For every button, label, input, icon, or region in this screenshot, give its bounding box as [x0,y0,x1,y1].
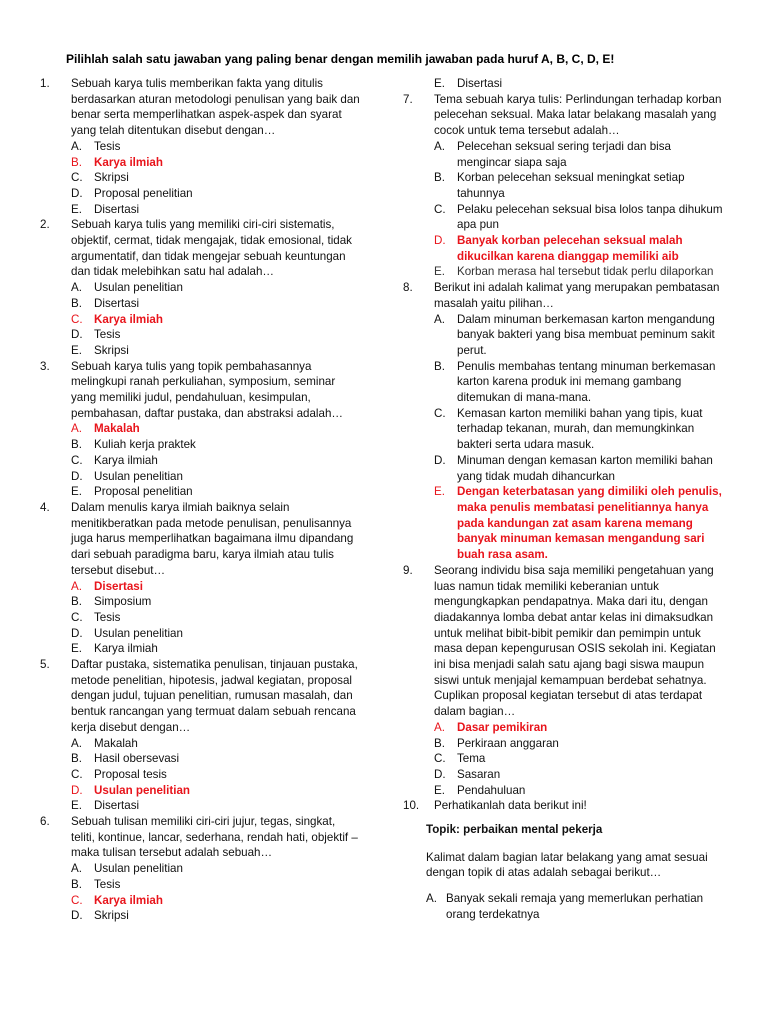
option-list [40,139,362,218]
question-number: 5. [40,658,50,672]
right-column [403,76,723,923]
option-d [40,186,362,202]
option-d [403,767,723,783]
option-text: Makalah [94,736,138,750]
option-a [40,861,362,877]
option-letter: E. [434,783,445,797]
option-d [40,626,362,642]
option-letter: B. [434,736,445,750]
option-text: Proposal tesis [94,767,167,781]
question-4 [40,500,362,657]
question-text: Sebuah karya tulis yang topik pembahasannya melingkupi ranah perkuliahan, symposium, seminar yang memiliki judul, pendahuluan, kesimpulan, pembahasan, daftar pustaka, dan abstraksi adalah… [71,359,343,420]
option-c [40,767,362,783]
question-number: 9. [403,563,413,577]
option-letter: D. [71,626,83,640]
option-letter: B. [71,438,82,452]
option-e [40,202,362,218]
option-letter: C. [71,312,83,326]
option-text: Karya ilmiah [94,312,163,326]
question-7 [403,92,723,280]
question-number: 6. [40,815,50,829]
option-e-correct [403,484,723,563]
option-text: Skripsi [94,343,129,357]
option-text: Korban merasa hal tersebut tidak perlu dilaporkan [457,265,714,279]
option-text: Karya ilmiah [94,893,163,907]
option-letter: A. [426,892,437,906]
option-b [40,437,362,453]
option-list [40,421,362,500]
question-text: Dalam menulis karya ilmiah baiknya selain menitikberatkan pada metode penulisan, penulisannya juga harus memperlihatkan bagaimana ilmu dipandang dari sebuah paradigma baru, karya ilmiah atau tulis tersebut disebut… [71,500,354,577]
option-letter: D. [71,328,83,342]
option-text: Banyak korban pelecehan seksual malah dikucilkan karena dianggap memiliki aib [457,234,683,263]
option-c [403,751,723,767]
option-list [40,579,362,658]
option-letter: C. [434,406,446,420]
question-10 [403,798,723,922]
option-text: Tema [457,752,486,766]
option-text: Karya ilmiah [94,453,158,467]
option-letter: B. [71,752,82,766]
option-letter: C. [434,202,446,216]
question-text: Seorang individu bisa saja memiliki pengetahuan yang luas namun tidak memiliki keberanian untuk mengungkapkan pendapatnya. Maka dari itu, dengan diadakannya lomba debat antar kelas ini dimaksudkan untuk melihat bibit-bibit pemikir dan pemimpin untuk masa depan kepengurusan OSIS sekolah ini. Kegiatan ini bisa menjadi salah satu ajang bagi siswa maupun siswi untuk menjajal kemampuan berdebat sehatnya. Cuplikan proposal kegiatan tersebut di atas terdapat dalam bagian… [434,563,716,719]
option-c [403,406,723,453]
question-text: Daftar pustaka, sistematika penulisan, tinjauan pustaka, metode penelitian, hipotesis, jadwal kegiatan, proposal dengan judul, tujuan penelitian, rumusan masalah, dan bentuk rancangan yang termuat dalam sebuah rencana kerja disebut dengan… [71,658,358,734]
question-number: 7. [403,92,413,106]
option-text: Penulis membahas tentang minuman berkemasan karton karena produk ini memang gambang ditemukan di mana-mana. [457,359,716,405]
option-d [40,327,362,343]
option-text: Dasar pemikiran [457,720,548,734]
option-text: Karya ilmiah [94,642,158,656]
option-text: Usulan penelitian [94,862,183,876]
option-list [40,280,362,359]
question-number: 1. [40,77,50,90]
question-number: 8. [403,281,413,295]
option-letter: B. [71,595,82,609]
option-letter: C. [434,752,446,766]
option-text: Karya ilmiah [94,155,163,169]
option-a [403,891,723,922]
option-text: Banyak sekali remaja yang memerlukan perhatian orang terdekatnya [446,892,704,921]
option-e [40,641,362,657]
option-e [403,783,723,799]
option-text: Kemasan karton memiliki bahan yang tipis, kuat terhadap tekanan, murah, dan memungkinkan bakteri serta udara masuk. [457,406,703,452]
option-e [40,343,362,359]
option-a [403,139,723,170]
option-letter: D. [71,186,83,200]
option-d [403,453,723,484]
option-list [403,139,723,280]
option-text: Skripsi [94,909,129,923]
option-letter: C. [71,893,83,907]
option-d-correct [403,233,723,264]
option-letter: B. [71,296,82,310]
option-letter: B. [434,171,445,185]
question-5 [40,657,362,814]
option-b [403,736,723,752]
option-text: Korban pelecehan seksual meningkat setiap tahunnya [457,171,685,200]
option-list [403,720,723,799]
option-letter: D. [71,469,83,483]
option-text: Proposal penelitian [94,485,193,499]
option-letter: D. [434,453,446,467]
option-letter: C. [71,610,83,624]
option-b-correct [40,155,362,171]
option-text: Sasaran [457,767,501,781]
option-list [40,861,362,924]
option-letter: D. [434,767,446,781]
option-letter: E. [434,77,445,90]
option-a [40,280,362,296]
option-letter: D. [71,783,83,797]
option-text: Disertasi [94,202,140,216]
question-9 [403,563,723,799]
option-letter: A. [71,139,82,153]
option-letter: B. [71,155,82,169]
option-text: Minuman dengan kemasan karton memiliki bahan yang tidak mudah dihancurkan [457,453,713,483]
option-c [40,170,362,186]
option-e [40,798,362,814]
option-list [403,312,723,563]
question-3 [40,359,362,500]
option-letter: A. [434,139,445,153]
option-letter: E. [71,485,82,499]
option-letter: C. [71,767,83,781]
option-letter: A. [71,281,82,295]
option-text: Pendahuluan [457,783,526,797]
option-d [40,469,362,485]
option-text: Tesis [94,610,121,624]
option-list [40,736,362,815]
option-text: Perkiraan anggaran [457,736,559,750]
option-text: Tesis [94,328,121,342]
option-letter: B. [434,359,445,373]
option-e [403,76,723,92]
option-text: Proposal penelitian [94,186,193,200]
question-text: Sebuah tulisan memiliki ciri-ciri jujur, tegas, singkat, teliti, kontinue, lancar, sederhana, rendah hati, objektif – maka tulisan tersebut adalah sebuah… [71,815,358,860]
option-c-correct [40,893,362,909]
option-text: Usulan penelitian [94,626,183,640]
question-number: 10. [403,799,420,813]
option-text: Dengan keterbatasan yang dimiliki oleh penulis, maka penulis membatasi penelitiannya hanya pada kandungan zat asam karena memang banyak minuman kemasan mengandung sari buah rasa asam. [457,485,722,562]
option-a-correct [40,579,362,595]
option-b [403,359,723,406]
option-letter: A. [71,579,82,593]
option-text: Usulan penelitian [94,783,190,797]
option-list-continued [403,76,723,92]
option-text: Disertasi [94,296,140,310]
question-text: Tema sebuah karya tulis: Perlindungan terhadap korban pelecehan seksual. Maka latar belakang masalah yang cocok untuk tema tersebut adalah… [434,92,722,138]
option-text: Skripsi [94,171,129,185]
question-8 [403,280,723,563]
option-b [40,594,362,610]
option-letter: A. [71,422,82,436]
option-letter: E. [71,202,82,216]
option-c [40,610,362,626]
option-letter: C. [71,453,83,467]
option-a [40,736,362,752]
option-letter: E. [434,485,445,499]
option-text: Simposium [94,595,152,609]
option-a-correct [403,720,723,736]
option-c-correct [40,312,362,328]
option-a [403,312,723,359]
question-number: 4. [40,500,50,514]
option-letter: A. [434,312,445,326]
option-text: Usulan penelitian [94,281,183,295]
left-column [40,76,362,924]
question-text: Berikut ini adalah kalimat yang merupakan pembatasan masalah yaitu pilihan… [434,281,720,310]
option-a [40,139,362,155]
option-letter: E. [71,799,82,813]
option-letter: C. [71,171,83,185]
question-text: Sebuah karya tulis memberikan fakta yang ditulis berdasarkan aturan metodologi penulisan yang baik dan benar serta memperlihatkan aspek-aspek dan syarat yang telah ditentukan disebut dengan… [71,77,360,138]
option-letter: A. [71,736,82,750]
option-text: Hasil obersevasi [94,752,180,766]
question-text: Sebuah karya tulis yang memiliki ciri-ciri sistematis, objektif, cermat, tidak mengajak, tidak emosional, tidak argumentatif, dan tidak mengejar sebuah keuntungan dan tidak melebihkan satu hal adalah… [71,218,352,279]
option-text: Makalah [94,422,140,436]
option-text: Kuliah kerja praktek [94,438,196,452]
option-text: Pelecehan seksual sering terjadi dan bisa mengincar siapa saja [457,139,671,169]
option-b [40,296,362,312]
instruction-heading: Pilihlah salah satu jawaban yang paling benar dengan memilih jawaban pada huruf A, B, C, D, E! [66,52,615,66]
option-d-correct [40,783,362,799]
option-letter: D. [434,234,446,248]
option-letter: A. [434,720,445,734]
question-6 [40,814,362,924]
option-b [403,170,723,201]
question-1 [40,76,362,217]
option-text: Tesis [94,877,121,891]
option-text: Dalam minuman berkemasan karton mengandung banyak bakteri yang bisa membuat peminum sakit perut. [457,312,715,357]
option-letter: B. [71,877,82,891]
option-c [403,202,723,233]
option-text: Disertasi [94,799,140,813]
topic-label: Topik: perbaikan mental pekerja [426,823,603,837]
option-text: Disertasi [94,579,143,593]
question-2 [40,217,362,358]
question-number: 2. [40,218,50,232]
option-text: Pelaku pelecehan seksual bisa lolos tanpa dihukum apa pun [457,202,723,232]
option-text: Disertasi [457,77,503,90]
option-text: Usulan penelitian [94,469,183,483]
option-letter: E. [71,642,82,656]
option-letter: E. [434,265,445,279]
option-letter: E. [71,343,82,357]
option-text: Tesis [94,139,121,153]
option-c [40,453,362,469]
question-number: 3. [40,359,50,373]
option-letter: D. [71,909,83,923]
option-e [40,484,362,500]
question-text: Perhatikanlah data berikut ini! [434,799,587,813]
question-paragraph: Kalimat dalam bagian latar belakang yang amat sesuai dengan topik di atas adalah sebagai berikut… [426,850,708,880]
option-d [40,908,362,924]
option-a-correct [40,421,362,437]
option-e [403,264,723,280]
option-b [40,751,362,767]
option-letter: A. [71,862,82,876]
option-b [40,877,362,893]
